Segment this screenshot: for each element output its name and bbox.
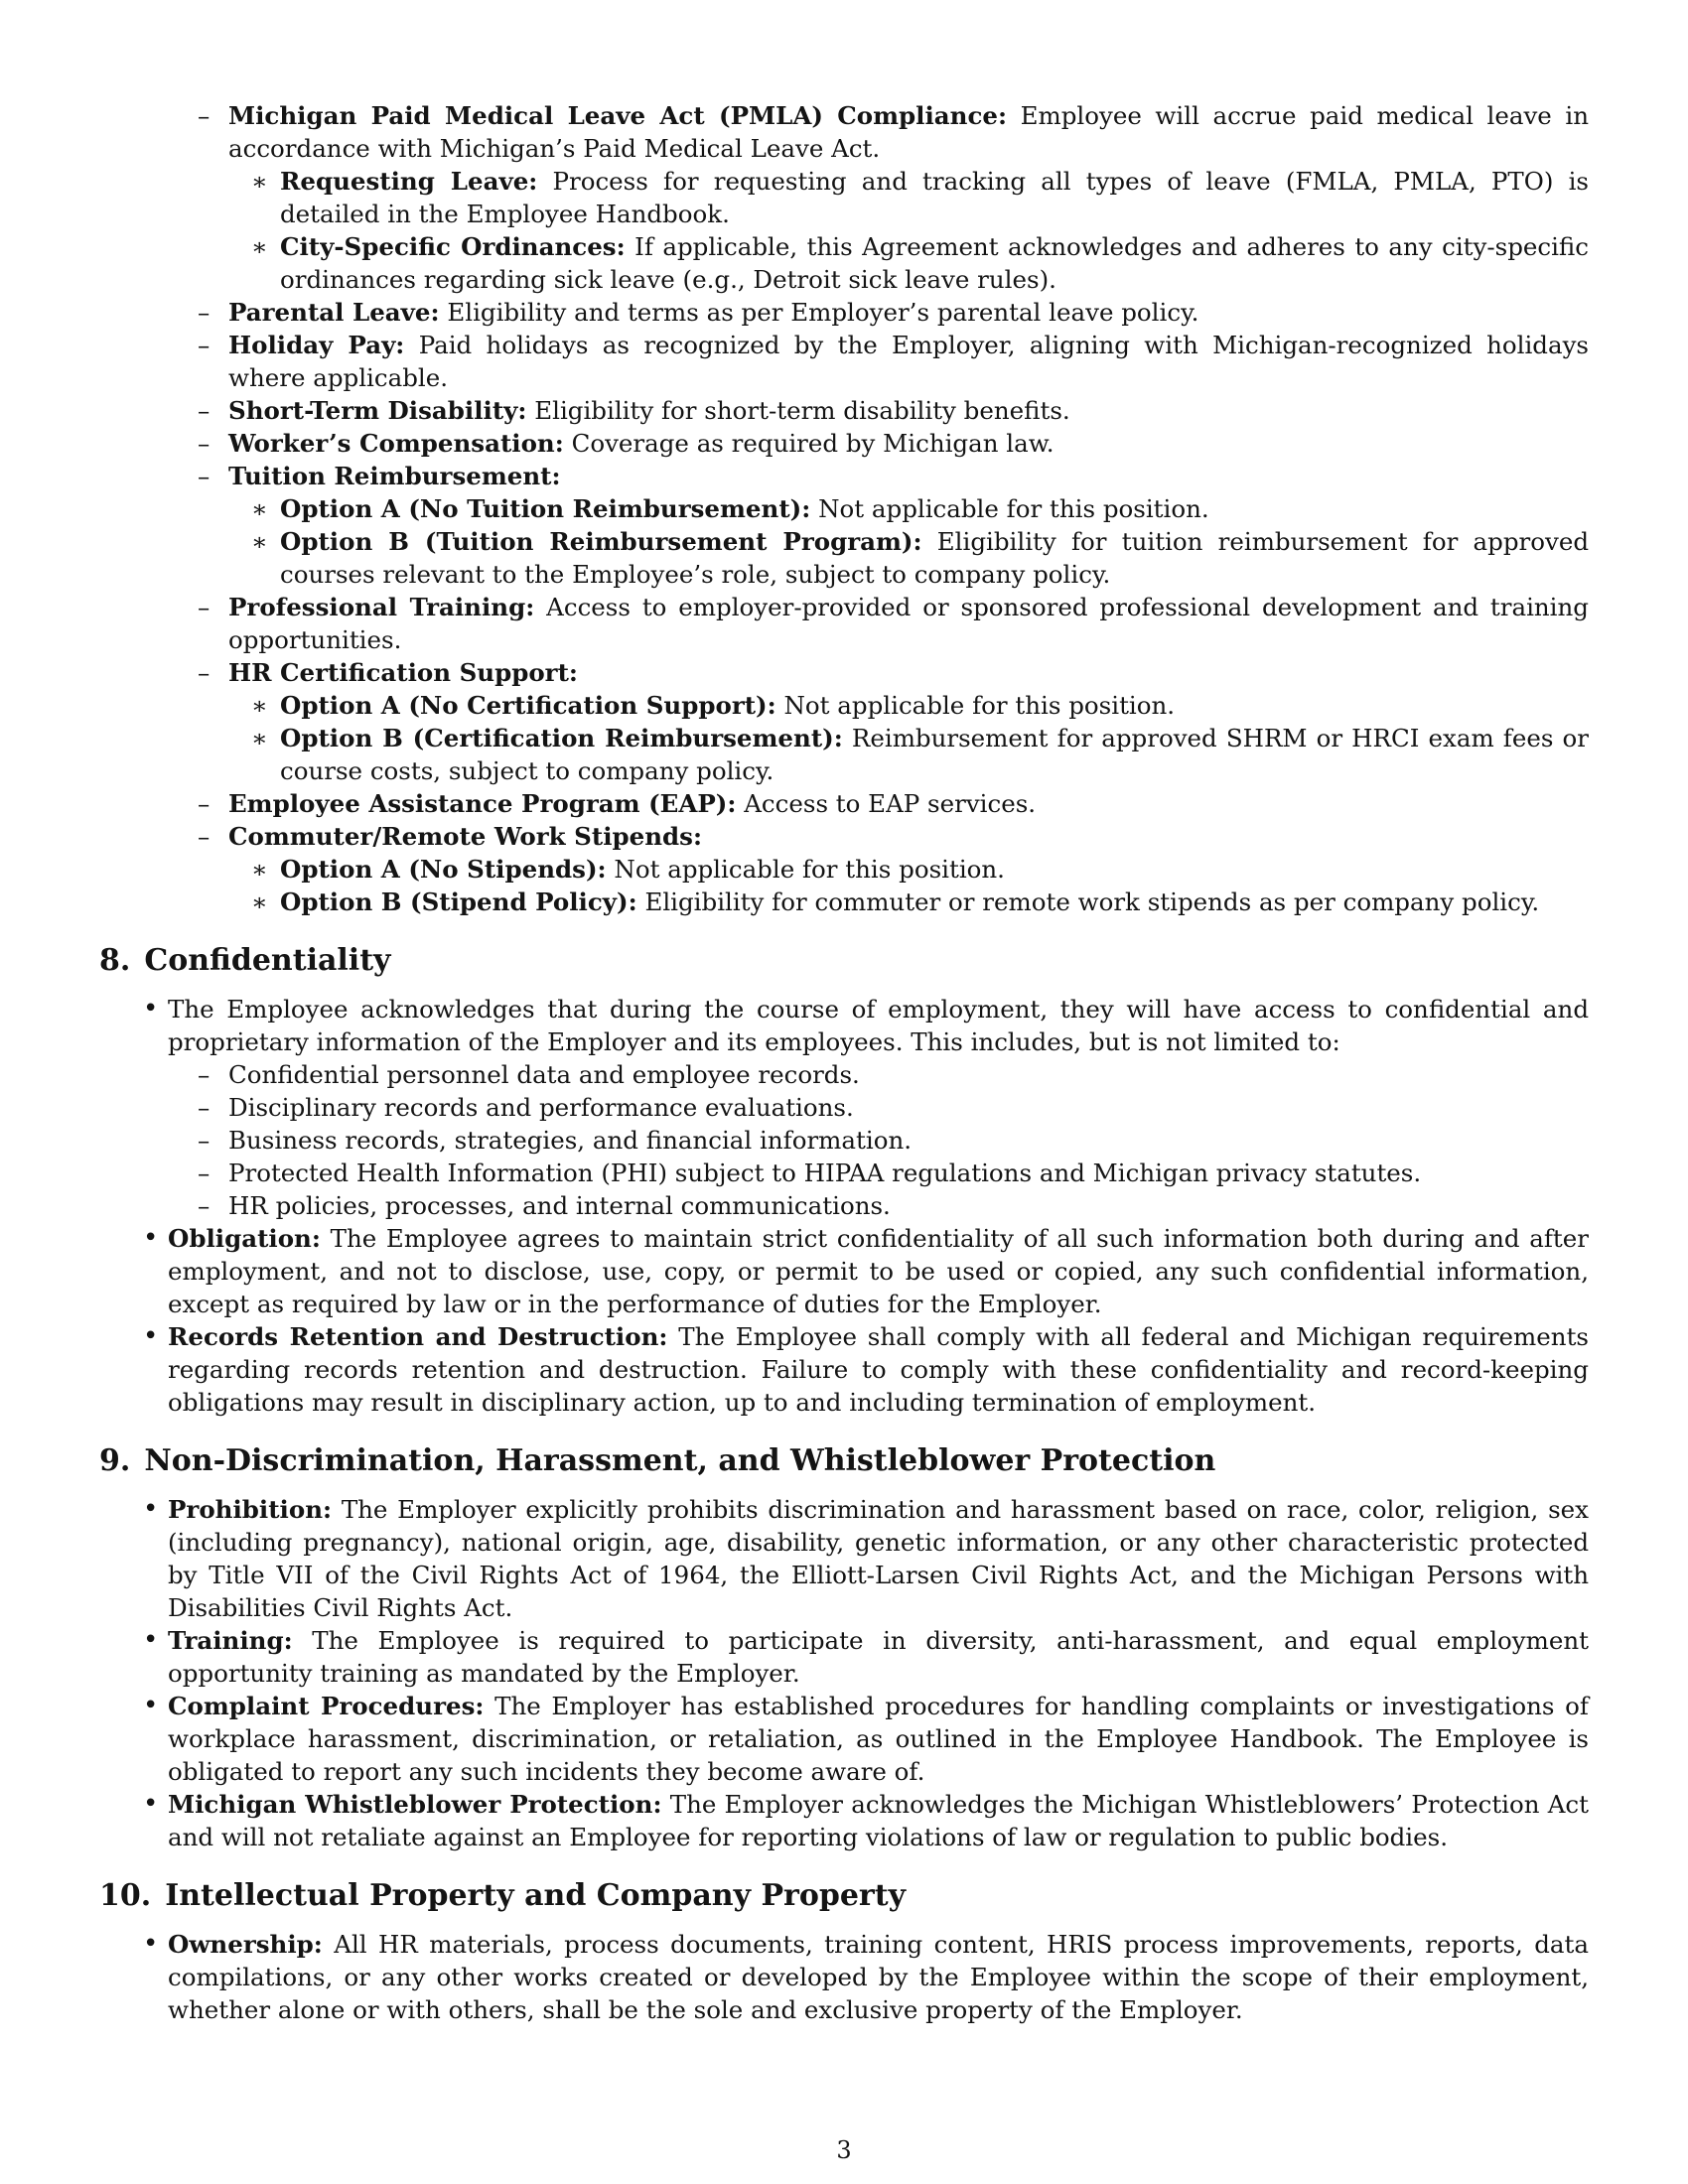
section-heading <box>99 943 1589 979</box>
benefit-item <box>198 656 1589 787</box>
page-number: 3 <box>836 2136 852 2164</box>
dash-marker: – <box>198 462 211 490</box>
dash-marker: – <box>198 1126 211 1155</box>
section-title: Non-Discrimination, Harassment, and Whistleblower Protection <box>144 1443 1216 1478</box>
benefit-item <box>198 427 1589 460</box>
dash-marker: – <box>198 101 211 130</box>
item-text: Eligibility for commuter or remote work stipends as per company policy. <box>644 887 1540 916</box>
asterisk-marker: ∗ <box>251 724 268 752</box>
dash-marker: – <box>198 1060 211 1089</box>
asterisk-marker: ∗ <box>251 855 268 884</box>
item-title: Training: <box>168 1626 293 1655</box>
item-title: Michigan Paid Medical Leave Act (PMLA) Compliance: <box>228 101 1008 130</box>
bullet-subitem <box>198 1058 1589 1091</box>
item-text: If applicable, this Agreement acknowledges and adheres to any city-specific ordinances regarding sick leave (e.g., Detroit sick leave rules). <box>280 232 1589 294</box>
bullet-subitem <box>198 1091 1589 1124</box>
subitem-text: Protected Health Information (PHI) subject to HIPAA regulations and Michigan privacy statutes. <box>228 1159 1422 1187</box>
item-text: Eligibility for short-term disability benefits. <box>534 396 1070 425</box>
item-text: The Employer acknowledges the Michigan Whistleblowers’ Protection Act and will not retaliate against an Employee for reporting violations of law or regulation to public bodies. <box>168 1790 1589 1851</box>
bullet-marker: • <box>143 994 159 1024</box>
item-title: Holiday Pay: <box>228 331 405 359</box>
section-title: Confidentiality <box>144 943 391 978</box>
section-number: 9. <box>99 1443 131 1478</box>
bullet-subitems <box>198 1058 1589 1222</box>
bullet-marker: • <box>143 1625 159 1655</box>
benefit-item <box>198 591 1589 656</box>
item-text: Process for requesting and tracking all types of leave (FMLA, PMLA, PTO) is detailed in the Employee Handbook. <box>280 167 1589 228</box>
item-title: Option B (Tuition Reimbursement Program): <box>280 527 922 556</box>
item-text: Not applicable for this position. <box>783 691 1176 720</box>
benefits-list <box>198 99 1590 918</box>
section-9 <box>99 1443 1589 1853</box>
sections-container <box>99 943 1589 2026</box>
item-text: Eligibility for tuition reimbursement for approved courses relevant to the Employee’s role, subject to company policy. <box>280 527 1589 589</box>
dash-marker: – <box>198 1159 211 1187</box>
section-list <box>99 993 1589 1419</box>
benefit-item <box>198 296 1589 329</box>
asterisk-marker: ∗ <box>251 887 268 916</box>
bullet-item <box>99 1493 1589 1624</box>
item-text: Not applicable for this position. <box>614 855 1005 884</box>
bullet-marker: • <box>143 1691 159 1720</box>
section-list <box>99 1493 1589 1853</box>
item-title: Employee Assistance Program (EAP): <box>228 789 737 818</box>
subitem-text: Confidential personnel data and employee records. <box>228 1060 860 1089</box>
item-title: Option B (Certification Reimbursement): <box>280 724 843 752</box>
item-title: Option B (Stipend Policy): <box>280 887 637 916</box>
section-10 <box>99 1878 1589 2026</box>
benefit-item <box>198 394 1589 427</box>
benefit-item <box>198 460 1589 591</box>
bullet-marker: • <box>143 1929 159 1959</box>
bullet-item <box>99 1928 1589 2026</box>
bullet-item <box>99 1624 1589 1690</box>
item-title: Option A (No Tuition Reimbursement): <box>280 494 811 523</box>
benefit-subitem <box>251 230 1589 296</box>
asterisk-marker: ∗ <box>251 167 268 196</box>
section-8 <box>99 943 1589 1419</box>
item-title: HR Certification Support: <box>228 658 578 687</box>
item-title: Records Retention and Destruction: <box>168 1322 668 1351</box>
item-text: Paid holidays as recognized by the Employer, aligning with Michigan-recognized holidays where applicable. <box>228 331 1590 392</box>
dash-marker: – <box>198 593 211 621</box>
item-text: Coverage as required by Michigan law. <box>571 429 1055 458</box>
item-title: Requesting Leave: <box>280 167 538 196</box>
asterisk-marker: ∗ <box>251 494 268 523</box>
dash-marker: – <box>198 396 211 425</box>
dash-marker: – <box>198 298 211 327</box>
section-heading <box>99 1878 1589 1914</box>
item-text: The Employer has established procedures for handling complaints or investigations of workplace harassment, discrimination, or retaliation, as outlined in the Employee Handbook. The Employee is obligated to report any such incidents they become aware of. <box>168 1692 1590 1786</box>
section-number: 8. <box>99 943 131 978</box>
benefit-item <box>198 820 1589 918</box>
item-title: Complaint Procedures: <box>168 1692 485 1720</box>
item-text: Access to employer-provided or sponsored professional development and training opportunities. <box>228 593 1589 654</box>
dash-marker: – <box>198 331 211 359</box>
dash-marker: – <box>198 429 211 458</box>
benefit-item <box>198 787 1589 820</box>
item-title: Tuition Reimbursement: <box>228 462 561 490</box>
item-text: Reimbursement for approved SHRM or HRCI exam fees or course costs, subject to company policy. <box>280 724 1589 785</box>
dash-marker: – <box>198 789 211 818</box>
benefit-item <box>198 99 1589 296</box>
item-title: Parental Leave: <box>228 298 440 327</box>
section-heading <box>99 1443 1589 1479</box>
bullet-item <box>99 1222 1589 1320</box>
bullet-subitem <box>198 1157 1589 1189</box>
item-title: Worker’s Compensation: <box>228 429 564 458</box>
bullet-item <box>99 993 1589 1222</box>
benefit-subitem <box>251 722 1589 787</box>
item-text: Access to EAP services. <box>744 789 1037 818</box>
section-number: 10. <box>99 1878 152 1913</box>
benefit-subitem <box>251 165 1589 230</box>
benefit-subitem <box>251 492 1589 525</box>
subitem-text: Disciplinary records and performance evaluations. <box>228 1093 854 1122</box>
item-text: All HR materials, process documents, training content, HRIS process improvements, reports, data compilations, or any other works created or developed by the Employee within the scope of their employment, whether alone or with others, shall be the sole and exclusive property of the Employer. <box>168 1930 1589 2024</box>
benefit-subitem <box>251 689 1589 722</box>
bullet-marker: • <box>143 1789 159 1819</box>
subitem-text: HR policies, processes, and internal communications. <box>228 1191 891 1220</box>
section-list <box>99 1928 1589 2026</box>
item-title: Option A (No Stipends): <box>280 855 607 884</box>
benefit-subitems <box>251 165 1589 296</box>
item-text: Eligibility and terms as per Employer’s parental leave policy. <box>447 298 1199 327</box>
dash-marker: – <box>198 1191 211 1220</box>
bullet-marker: • <box>143 1321 159 1351</box>
item-title: Prohibition: <box>168 1495 333 1524</box>
section-title: Intellectual Property and Company Property <box>165 1878 906 1913</box>
bullet-marker: • <box>143 1223 159 1253</box>
item-title: Ownership: <box>168 1930 323 1959</box>
bullet-item <box>99 1788 1589 1853</box>
benefit-subitem <box>251 853 1589 886</box>
asterisk-marker: ∗ <box>251 232 268 261</box>
benefit-subitem <box>251 525 1589 591</box>
bullet-subitem <box>198 1124 1589 1157</box>
item-title: Option A (No Certification Support): <box>280 691 776 720</box>
item-text: The Employee agrees to maintain strict confidentiality of all such information both during and after employment, and not to disclose, use, copy, or permit to be used or copied, any such confidential information, except as required by law or in the performance of duties for the Employer. <box>168 1224 1589 1318</box>
bullet-subitem <box>198 1189 1589 1222</box>
item-text: The Employer explicitly prohibits discrimination and harassment based on race, color, religion, sex (including pregnancy), national origin, age, disability, genetic information, or any other characteristic protected by Title VII of the Civil Rights Act of 1964, the Elliott-Larsen Civil Rights Act, and the Michigan Persons with Disabilities Civil Rights Act. <box>168 1495 1589 1622</box>
item-text: The Employee shall comply with all federal and Michigan requirements regarding records retention and destruction. Failure to comply with these confidentiality and record-keeping obligations may result in disciplinary action, up to and including termination of employment. <box>168 1322 1589 1417</box>
benefit-subitems <box>251 492 1589 591</box>
bullet-item <box>99 1320 1589 1419</box>
item-title: Commuter/Remote Work Stipends: <box>228 822 702 851</box>
bullet-marker: • <box>143 1494 159 1524</box>
benefit-subitems <box>251 689 1589 787</box>
item-title: Obligation: <box>168 1224 321 1253</box>
asterisk-marker: ∗ <box>251 527 268 556</box>
item-title: Short-Term Disability: <box>228 396 527 425</box>
dash-marker: – <box>198 658 211 687</box>
item-title: Michigan Whistleblower Protection: <box>168 1790 662 1819</box>
item-text: Employee will accrue paid medical leave in accordance with Michigan’s Paid Medical Leave Act. <box>228 101 1589 163</box>
dash-marker: – <box>198 1093 211 1122</box>
page-content <box>99 99 1589 2026</box>
asterisk-marker: ∗ <box>251 691 268 720</box>
item-text: Not applicable for this position. <box>818 494 1209 523</box>
item-title: City-Specific Ordinances: <box>280 232 626 261</box>
item-text: The Employee acknowledges that during the course of employment, they will have access to confidential and proprietary information of the Employer and its employees. This includes, but is not limited to: <box>168 995 1589 1056</box>
subitem-text: Business records, strategies, and financial information. <box>228 1126 913 1155</box>
dash-marker: – <box>198 822 211 851</box>
benefit-subitem <box>251 886 1589 918</box>
benefit-item <box>198 329 1590 394</box>
item-text: The Employee is required to participate in diversity, anti-harassment, and equal employment opportunity training as mandated by the Employer. <box>168 1626 1589 1688</box>
bullet-item <box>99 1690 1589 1788</box>
item-title: Professional Training: <box>228 593 535 621</box>
benefit-subitems <box>251 853 1589 918</box>
